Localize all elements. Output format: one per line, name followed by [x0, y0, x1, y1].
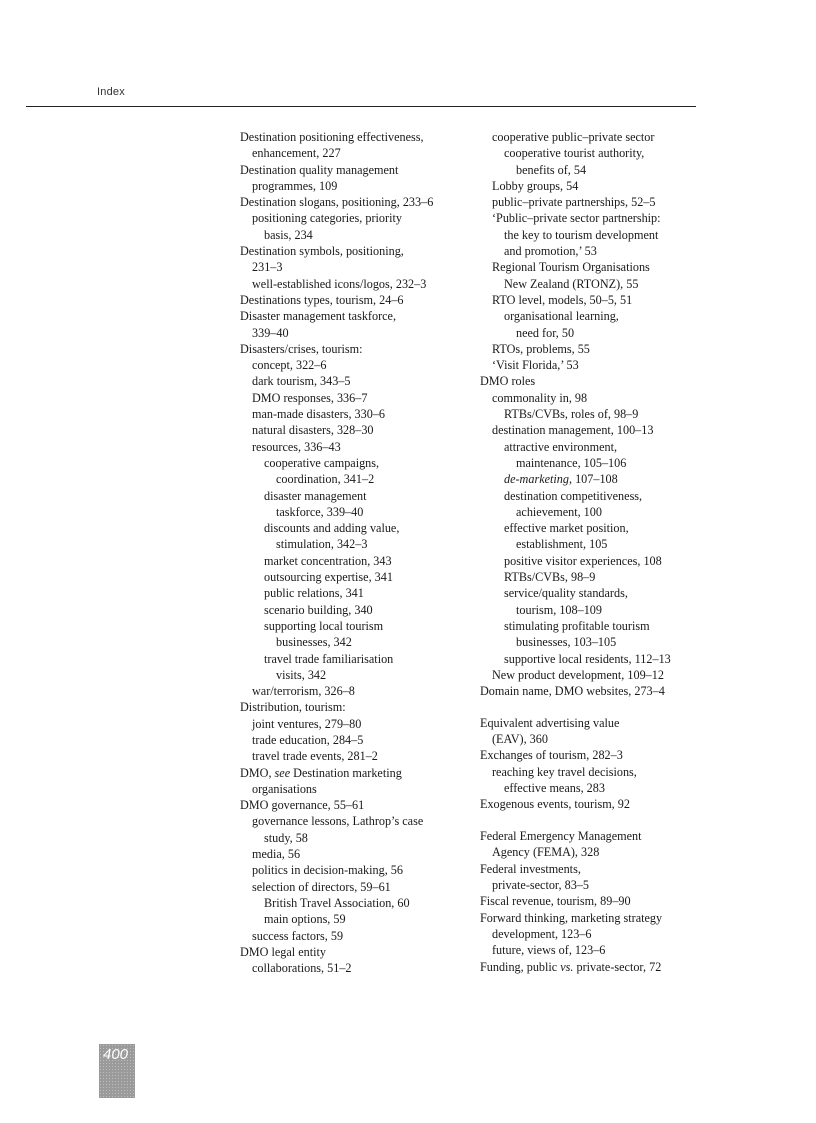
index-entry-text: Federal investments,: [480, 861, 581, 876]
index-entry: [240, 243, 472, 276]
index-entry-continuation: coordination, 341–2: [276, 472, 375, 487]
index-entry-text: ‘Public–private sector partnership:: [492, 211, 661, 226]
index-entry: [480, 764, 710, 797]
index-entry: [240, 748, 472, 764]
index-entry-continuation: maintenance, 105–106: [516, 455, 627, 470]
index-entry: [240, 928, 472, 944]
index-entry-text: selection of directors, 59–61: [252, 879, 391, 894]
index-entry: [480, 942, 710, 958]
index-entry: [480, 553, 710, 569]
index-entry: [240, 422, 472, 438]
index-entry-continuation: 231–3: [252, 260, 283, 275]
index-entry-text: joint ventures, 279–80: [252, 716, 362, 731]
index-entry-text: positioning categories, priority: [252, 211, 402, 226]
index-entry-continuation: private-sector, 83–5: [492, 878, 589, 893]
index-entry-text: commonality in, 98: [492, 390, 588, 405]
running-head: Index: [97, 86, 125, 98]
index-entry-text: scenario building, 340: [264, 602, 373, 617]
index-entry: [240, 944, 472, 960]
index-entry-text: service/quality standards,: [504, 586, 628, 601]
index-entry: [240, 813, 472, 846]
index-entry: [480, 893, 710, 909]
index-entry-text: supportive local residents, 112–13: [504, 651, 671, 666]
index-entry-text: RTOs, problems, 55: [492, 341, 590, 356]
index-entry-text: Funding, public vs. private-sector, 72: [480, 959, 662, 974]
index-entry-text: Federal Emergency Management: [480, 829, 642, 844]
italic-term: see: [274, 765, 291, 780]
index-entry: [480, 683, 710, 699]
index-entry-text: man-made disasters, 330–6: [252, 407, 386, 422]
index-entry-continuation: businesses, 342: [276, 635, 352, 650]
index-entry-text: travel trade events, 281–2: [252, 749, 378, 764]
index-entry-text: New product development, 109–12: [492, 667, 664, 682]
index-entry-text: DMO responses, 336–7: [252, 390, 368, 405]
letter-group-gap: [480, 699, 710, 715]
index-entry: [240, 308, 472, 341]
index-entry-text: governance lessons, Lathrop’s case: [252, 814, 424, 829]
index-entry: [480, 129, 710, 145]
index-entry: [240, 569, 472, 585]
index-entry-text: natural disasters, 328–30: [252, 423, 374, 438]
index-entry-text: Disasters/crises, tourism:: [240, 341, 363, 356]
index-entry: [480, 667, 710, 683]
index-entry: [240, 520, 472, 553]
index-entry-text: Exogenous events, tourism, 92: [480, 797, 630, 812]
index-entry-continuation: enhancement, 227: [252, 146, 341, 161]
index-entry-text: cooperative campaigns,: [264, 455, 380, 470]
index-entry-text: positive visitor experiences, 108: [504, 553, 662, 568]
index-entry-text: market concentration, 343: [264, 553, 392, 568]
index-entry: [240, 585, 472, 601]
index-entry-text: well-established icons/logos, 232–3: [252, 276, 427, 291]
index-entry: [480, 178, 710, 194]
index-entry-text: collaborations, 51–2: [252, 961, 352, 976]
index-entry-text: Disaster management taskforce,: [240, 309, 397, 324]
index-entry: [240, 357, 472, 373]
index-entry: [480, 308, 710, 341]
index-entry-continuation: Agency (FEMA), 328: [492, 845, 600, 860]
index-entry-text: Destination slogans, positioning, 233–6: [240, 195, 434, 210]
index-entry-text: travel trade familiarisation: [264, 651, 394, 666]
index-entry: [480, 747, 710, 763]
index-entry: [480, 861, 710, 894]
index-entry: [480, 959, 710, 975]
index-entry-text: Destination quality management: [240, 162, 399, 177]
index-entry: [480, 390, 710, 406]
index-entry-continuation: study, 58: [264, 830, 308, 845]
index-entry-text: disaster management: [264, 488, 367, 503]
index-entry-text: dark tourism, 343–5: [252, 374, 351, 389]
index-entry: [240, 488, 472, 521]
index-entry-continuation: stimulation, 342–3: [276, 537, 368, 552]
index-entry-continuation: organisations: [252, 781, 317, 796]
index-entry: [240, 276, 472, 292]
index-entry: [480, 145, 710, 178]
italic-term: vs.: [560, 959, 574, 974]
index-entry: [480, 828, 710, 861]
index-entry-text: Destination symbols, positioning,: [240, 244, 404, 259]
index-entry-text: media, 56: [252, 847, 301, 862]
index-entry: [240, 162, 472, 195]
index-entry: [480, 292, 710, 308]
index-entry: [240, 210, 472, 243]
index-entry: [480, 585, 710, 618]
index-entry-text: outsourcing expertise, 341: [264, 570, 393, 585]
index-entry-text: resources, 336–43: [252, 439, 341, 454]
index-entry: [480, 520, 710, 553]
index-entry: [240, 439, 472, 455]
index-entry-continuation: establishment, 105: [516, 537, 608, 552]
index-entry-text: public relations, 341: [264, 586, 364, 601]
letter-group-gap: [480, 813, 710, 829]
index-entry-text: Exchanges of tourism, 282–3: [480, 748, 623, 763]
index-entry: [480, 373, 710, 389]
index-entry: [480, 341, 710, 357]
index-entry: [480, 618, 710, 651]
index-entry-text: effective market position,: [504, 521, 629, 536]
index-entry: [480, 651, 710, 667]
index-entry-text: Equivalent advertising value: [480, 715, 620, 730]
index-entry-text: Fiscal revenue, tourism, 89–90: [480, 894, 631, 909]
index-entry: [480, 715, 710, 748]
index-entry-continuation: benefits of, 54: [516, 162, 587, 177]
index-column-left: [240, 129, 472, 976]
index-entry-text: Destination positioning effectiveness,: [240, 130, 424, 144]
index-entry: [480, 422, 710, 438]
index-entry-text: main options, 59: [264, 912, 346, 927]
index-entry-continuation: effective means, 283: [504, 781, 605, 796]
index-entry-text: future, views of, 123–6: [492, 943, 606, 958]
index-entry: [240, 879, 472, 895]
index-entry: [240, 732, 472, 748]
index-entry-text: DMO, see Destination marketing: [240, 765, 402, 780]
index-entry: [240, 765, 472, 798]
index-entry: [480, 569, 710, 585]
index-entry-text: British Travel Association, 60: [264, 895, 410, 910]
index-entry-continuation: programmes, 109: [252, 178, 338, 193]
index-entry-continuation: development, 123–6: [492, 926, 592, 941]
index-entry-text: organisational learning,: [504, 309, 619, 324]
index-entry-text: cooperative tourist authority,: [504, 146, 645, 161]
index-entry-text: DMO roles: [480, 374, 536, 389]
index-entry: [240, 194, 472, 210]
index-entry: [240, 699, 472, 715]
index-entry: [240, 341, 472, 357]
index-entry-continuation: basis, 234: [264, 227, 313, 242]
index-entry: [240, 716, 472, 732]
index-entry: [240, 553, 472, 569]
index-entry: [240, 373, 472, 389]
index-entry-text: success factors, 59: [252, 928, 344, 943]
index-entry-text: Forward thinking, marketing strategy: [480, 910, 663, 925]
index-entry-text: de-marketing, 107–108: [504, 472, 618, 487]
index-entry-text: politics in decision-making, 56: [252, 863, 403, 878]
index-entry: [480, 910, 710, 943]
index-entry-text: supporting local tourism: [264, 618, 384, 633]
index-entry: [240, 960, 472, 976]
index-entry-text: discounts and adding value,: [264, 521, 400, 536]
index-entry: [240, 618, 472, 651]
index-entry-text: RTBs/CVBs, 98–9: [504, 570, 596, 585]
index-entry: [240, 406, 472, 422]
index-entry: [480, 439, 710, 472]
index-entry: [240, 455, 472, 488]
index-entry-text: war/terrorism, 326–8: [252, 684, 355, 699]
index-entry-text: concept, 322–6: [252, 358, 327, 373]
index-entry-continuation: achievement, 100: [516, 504, 602, 519]
index-entry-continuation: businesses, 103–105: [516, 635, 617, 650]
index-entry-continuation: the key to tourism development: [504, 227, 659, 242]
index-entry: [480, 259, 710, 292]
index-entry: [240, 602, 472, 618]
index-entry: [240, 292, 472, 308]
index-entry-text: Destinations types, tourism, 24–6: [240, 292, 404, 307]
index-entry-continuation: and promotion,’ 53: [504, 244, 597, 259]
index-entry-continuation: 339–40: [252, 325, 289, 340]
index-entry-text: destination competitiveness,: [504, 488, 643, 503]
index-entry: [480, 471, 710, 487]
index-entry-text: reaching key travel decisions,: [492, 764, 637, 779]
index-entry-text: destination management, 100–13: [492, 423, 654, 438]
index-entry: [480, 796, 710, 812]
index-entry-continuation: need for, 50: [516, 325, 575, 340]
index-entry-continuation: tourism, 108–109: [516, 602, 602, 617]
index-entry: [240, 895, 472, 911]
index-entry-text: Regional Tourism Organisations: [492, 260, 650, 275]
index-entry-text: Lobby groups, 54: [492, 178, 579, 193]
index-entry-text: Domain name, DMO websites, 273–4: [480, 684, 665, 699]
index-entry: [240, 862, 472, 878]
italic-term: de-marketing: [504, 472, 569, 487]
index-entry: [240, 390, 472, 406]
index-column-right: [480, 129, 710, 975]
index-entry: [480, 357, 710, 373]
index-entry-text: RTO level, models, 50–5, 51: [492, 292, 633, 307]
page-number: 400: [103, 1046, 129, 1063]
index-entry: [480, 210, 710, 259]
index-entry-continuation: New Zealand (RTONZ), 55: [504, 276, 639, 291]
index-entry-text: cooperative public–private sector: [492, 130, 655, 144]
index-entry: [480, 194, 710, 210]
index-entry-continuation: taskforce, 339–40: [276, 504, 364, 519]
index-entry-text: Distribution, tourism:: [240, 700, 346, 715]
index-entry: [240, 846, 472, 862]
index-entry: [480, 488, 710, 521]
index-entry-text: trade education, 284–5: [252, 732, 364, 747]
index-entry-text: DMO governance, 55–61: [240, 798, 365, 813]
folio-box: [99, 1044, 135, 1098]
index-entry-text: ‘Visit Florida,’ 53: [492, 358, 579, 373]
index-entry: [240, 129, 472, 162]
index-entry: [240, 797, 472, 813]
index-entry-text: DMO legal entity: [240, 944, 326, 959]
index-entry-continuation: (EAV), 360: [492, 732, 548, 747]
index-entry-text: stimulating profitable tourism: [504, 618, 650, 633]
index-entry-text: public–private partnerships, 52–5: [492, 195, 656, 210]
index-entry: [240, 651, 472, 684]
index-entry-text: attractive environment,: [504, 439, 618, 454]
index-entry: [480, 406, 710, 422]
index-entry: [240, 683, 472, 699]
index-entry-continuation: visits, 342: [276, 667, 327, 682]
index-entry-text: RTBs/CVBs, roles of, 98–9: [504, 407, 639, 422]
header-rule: [26, 106, 696, 107]
index-entry: [240, 911, 472, 927]
